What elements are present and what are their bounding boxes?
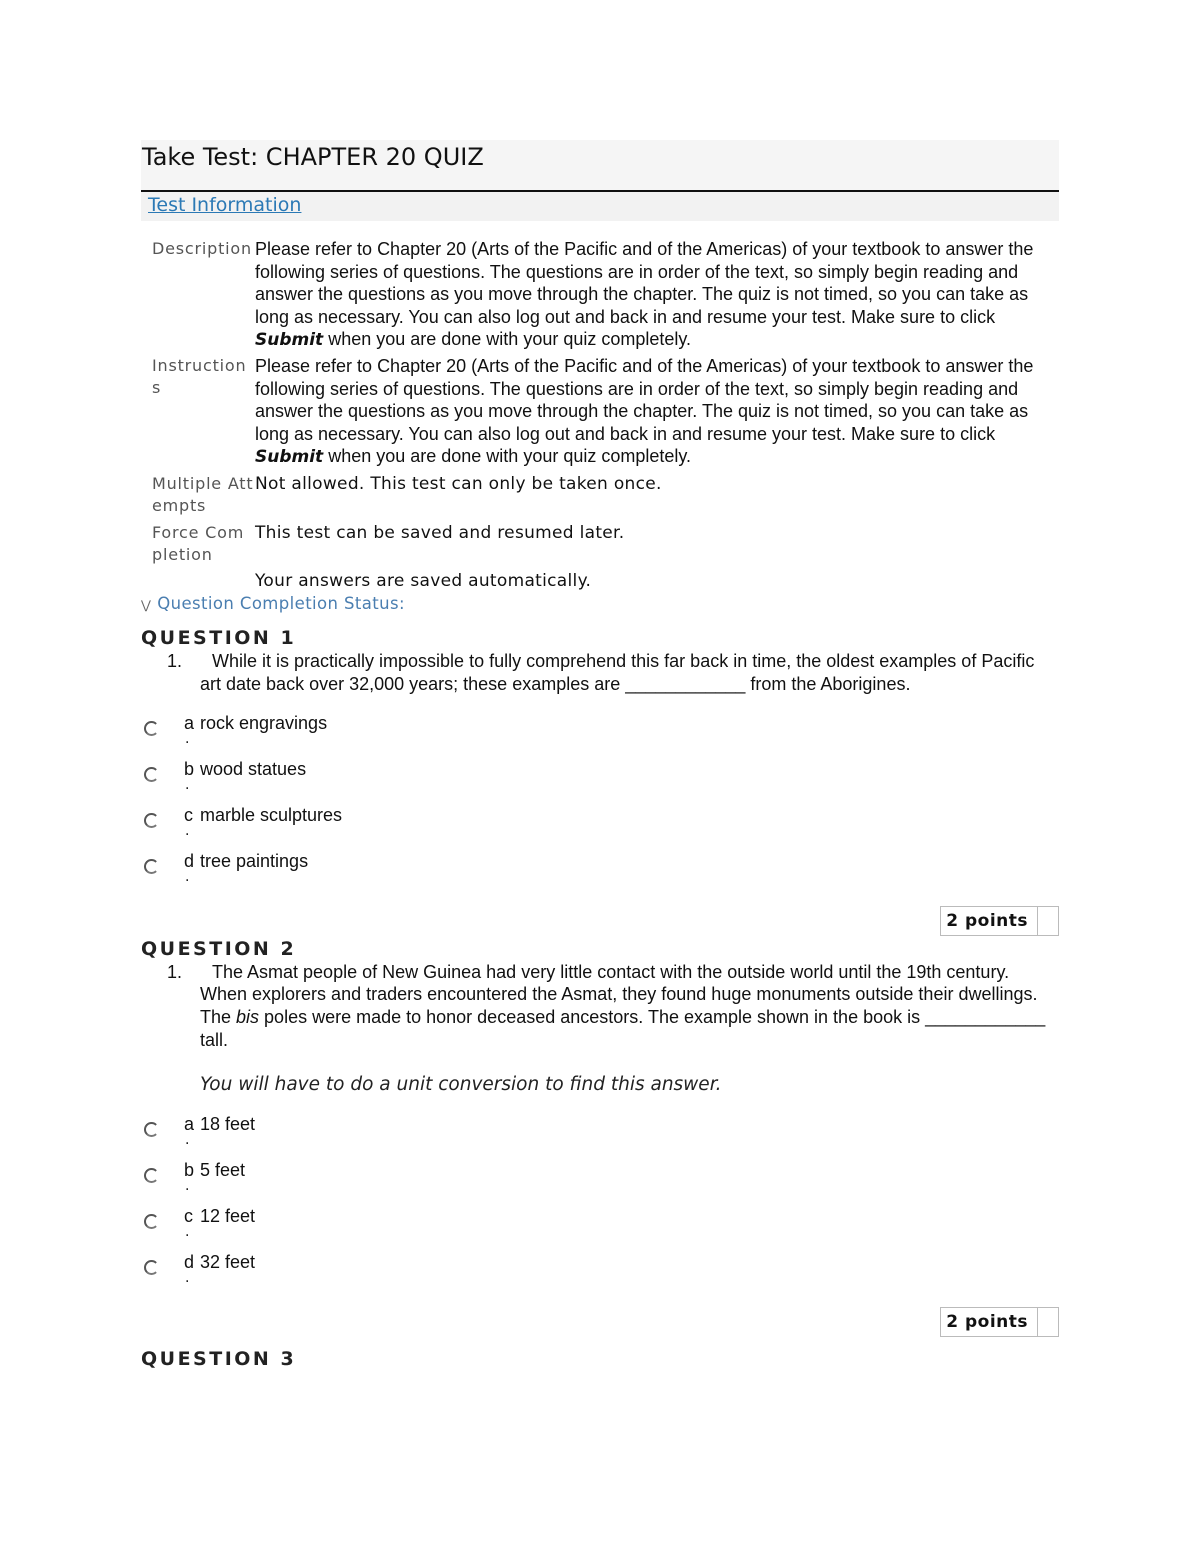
points-badge [940, 906, 1059, 936]
option-letter: d [184, 850, 195, 871]
description-row [141, 238, 1059, 352]
option-text[interactable]: wood statues [200, 758, 307, 779]
option-letter: d [184, 1251, 195, 1272]
test-info-grid [141, 238, 1059, 592]
description-text: Please refer to Chapter 20 (Arts of the Pacific and of the Americas) of your textbook to answer the following series of questions. The questions are in order of the text, so simply begin reading and answer the questions as you move through the chapter. The quiz is not timed, so you can take as long as necessary. You can also log out and back in and resume your test. Make sure to click [255, 239, 1034, 327]
completion-status-label: Question Completion Status: [157, 593, 405, 613]
description-label: Description [152, 239, 252, 258]
description-value [255, 238, 1059, 352]
option-letter: c [184, 1205, 193, 1226]
radio-button[interactable] [144, 721, 159, 736]
option-text[interactable]: 32 feet [200, 1251, 256, 1272]
submit-emphasis: Submit [255, 330, 324, 351]
answer-option[interactable]: b . 5 feet [141, 1159, 1059, 1205]
option-text[interactable]: rock engravings [200, 712, 328, 733]
radio-button[interactable] [144, 1168, 159, 1183]
answer-option[interactable]: a . 18 feet [141, 1113, 1059, 1159]
instructions-row [141, 355, 1059, 469]
points-label: 2 points [941, 907, 1038, 935]
force-completion-row [141, 522, 1059, 566]
chevron-down-icon: ⋁ [141, 597, 152, 612]
force-completion-label: Force Completion [152, 522, 245, 564]
autosave-note: Your answers are saved automatically. [255, 570, 592, 591]
option-letter: b [184, 758, 195, 779]
title-bar [141, 140, 1059, 192]
instructions-text-end: when you are done with your quiz completely. [323, 446, 692, 467]
option-text[interactable]: marble sculptures [200, 804, 343, 825]
option-text[interactable]: 12 feet [200, 1205, 256, 1226]
answer-option[interactable]: d . tree paintings [141, 850, 1059, 896]
test-information-header [141, 192, 1059, 221]
radio-button[interactable] [144, 859, 159, 874]
multiple-attempts-row [141, 473, 1059, 517]
question-heading: QUESTION 3 [141, 1347, 297, 1370]
points-row [141, 906, 1059, 940]
submit-emphasis: Submit [255, 447, 324, 468]
question-heading: QUESTION 1 [141, 626, 297, 649]
question-block [141, 626, 1059, 940]
radio-button[interactable] [144, 1122, 159, 1137]
question-completion-status[interactable] [141, 593, 1059, 616]
answer-option[interactable]: c . marble sculptures [141, 804, 1059, 850]
question-body: The Asmat people of New Guinea had very little contact with the outside world until the 19th century. When explorers and traders encountered the Asmat, they found huge monuments outside their dwellings. The [200, 961, 1038, 1028]
description-text-end: when you are done with your quiz completely. [323, 329, 692, 350]
points-row [141, 1307, 1059, 1341]
instructions-value [255, 355, 1059, 469]
answer-option[interactable]: d . 32 feet [141, 1251, 1059, 1297]
question-emphasis: bis [236, 1007, 260, 1028]
radio-button[interactable] [144, 1214, 159, 1229]
answer-option[interactable]: a . rock engravings [141, 712, 1059, 758]
radio-button[interactable] [144, 813, 159, 828]
test-page [141, 140, 1059, 1371]
question-heading: QUESTION 2 [141, 937, 297, 960]
radio-button[interactable] [144, 1260, 159, 1275]
force-completion-value: This test can be saved and resumed later. [255, 522, 625, 543]
option-letter: a [184, 712, 195, 733]
answer-option[interactable]: c . 12 feet [141, 1205, 1059, 1251]
question-block [141, 1347, 1059, 1371]
question-note: You will have to do a unit conversion to find this answer. [200, 1073, 722, 1095]
option-text[interactable]: tree paintings [200, 850, 309, 871]
question-text [141, 650, 1059, 696]
option-letter: c [184, 804, 193, 825]
instructions-label: Instructions [152, 355, 247, 397]
question-number: 1. [167, 650, 183, 671]
autosave-row [141, 570, 1059, 592]
points-label: 2 points [941, 1308, 1038, 1336]
multiple-attempts-label: Multiple Attempts [152, 473, 254, 515]
question-body: While it is practically impossible to fully comprehend this far back in time, the oldest examples of Pacific art date back over 32,000 years; these examples are ____________ from the Aborigines. [200, 650, 1035, 694]
option-text[interactable]: 18 feet [200, 1113, 256, 1134]
option-letter: b [184, 1159, 195, 1180]
answer-option[interactable]: b . wood statues [141, 758, 1059, 804]
question-text [141, 961, 1059, 1052]
question-body-end: poles were made to honor deceased ancestors. The example shown in the book is ____________ tall. [200, 1007, 1046, 1050]
option-letter: a [184, 1113, 195, 1134]
test-information-link[interactable]: Test Information [148, 194, 302, 216]
question-block [141, 937, 1059, 1341]
points-badge [940, 1307, 1059, 1337]
radio-button[interactable] [144, 767, 159, 782]
option-text[interactable]: 5 feet [200, 1159, 246, 1180]
question-number: 1. [167, 961, 183, 982]
instructions-text: Please refer to Chapter 20 (Arts of the Pacific and of the Americas) of your textbook to answer the following series of questions. The questions are in order of the text, so simply begin reading and answer the questions as you move through the chapter. The quiz is not timed, so you can take as long as necessary. You can also log out and back in and resume your test. Make sure to click [255, 355, 1034, 444]
page-title: Take Test: CHAPTER 20 QUIZ [142, 143, 484, 171]
multiple-attempts-value: Not allowed. This test can only be taken once. [255, 473, 662, 494]
